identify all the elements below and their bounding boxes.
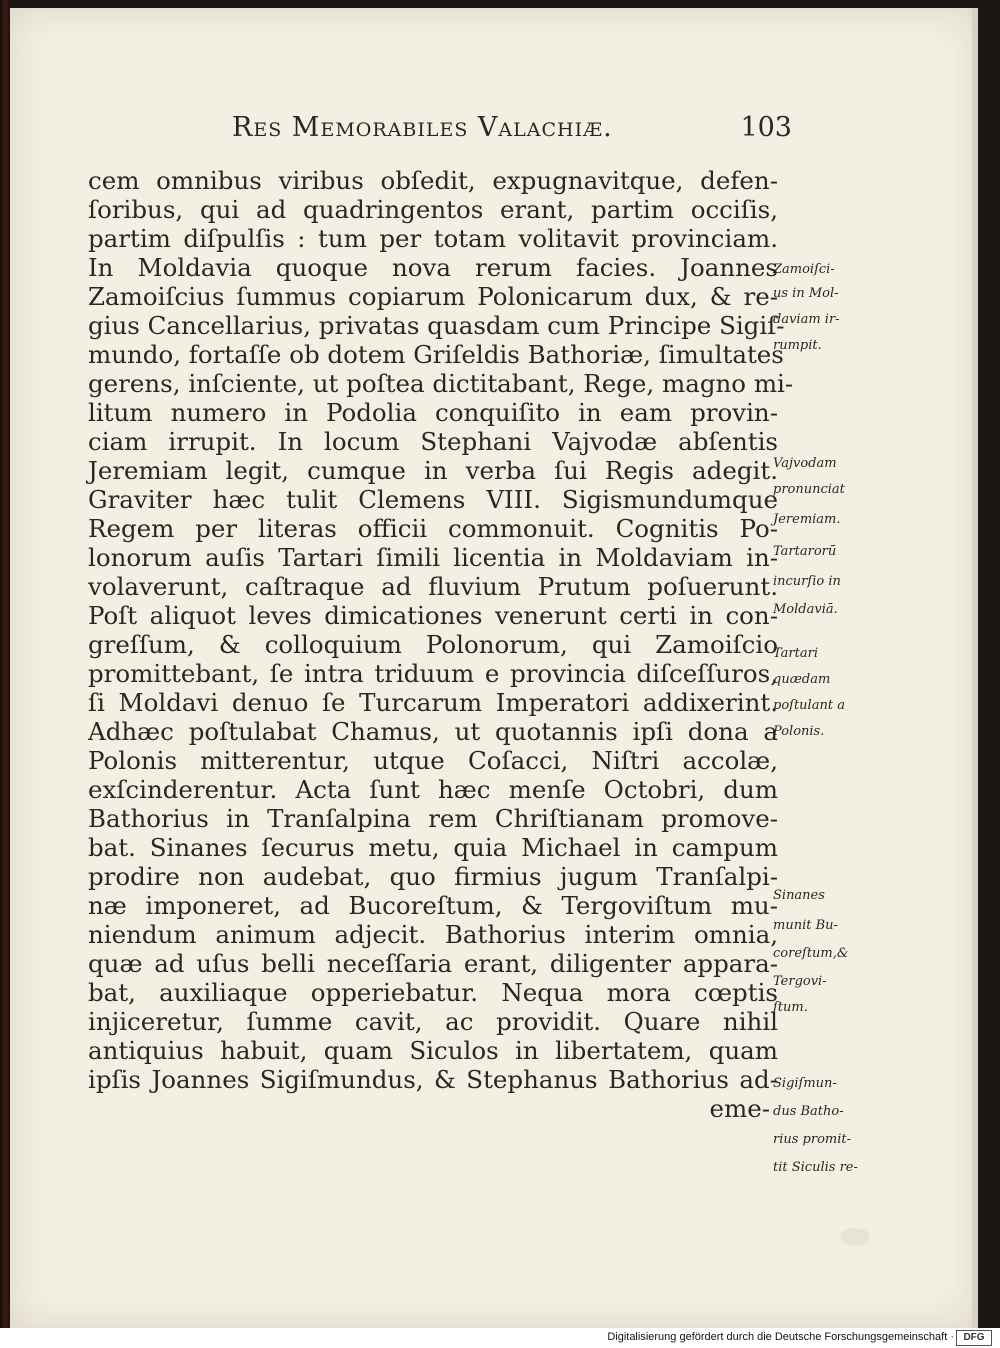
text-line: bat, auxiliaque opperiebatur. Nequa mora cœptis bbox=[88, 978, 778, 1007]
page-number: 103 bbox=[740, 112, 792, 143]
text-line: niendum animum adjecit. Bathorius interim omnia, bbox=[88, 920, 778, 949]
margin-note: dus Batho- bbox=[773, 1104, 844, 1119]
text-line: Polonis mitterentur, utque Coſacci, Niſtri accolæ, bbox=[88, 746, 778, 775]
text-line: ſoribus, qui ad quadringentos erant, partim occiſis, bbox=[88, 195, 778, 224]
text-line: lonorum auſis Tartari ſimili licentia in Moldaviam in- bbox=[88, 543, 778, 572]
margin-note: Moldaviā. bbox=[773, 602, 838, 617]
text-line: gerens, inſciente, ut poſtea dictitabant, Rege, magno mi- bbox=[88, 369, 794, 398]
margin-note: ſtum. bbox=[773, 1000, 808, 1015]
text-line: Jeremiam legit, cumque in verba ſui Regis adegit. bbox=[88, 456, 778, 485]
margin-note: munit Bu- bbox=[773, 918, 838, 933]
page-header bbox=[232, 112, 792, 152]
margin-note: rumpit. bbox=[773, 338, 822, 353]
text-line: prodire non audebat, quo firmius jugum Tranſalpi- bbox=[88, 862, 778, 891]
digitization-footer bbox=[0, 1328, 1000, 1348]
margin-note: Sigiſmun- bbox=[773, 1076, 837, 1091]
margin-note: daviam ir- bbox=[773, 312, 840, 327]
margin-note: incurſio in bbox=[773, 574, 841, 589]
margin-note: quædam bbox=[773, 672, 831, 687]
margin-note: pronunciat bbox=[773, 482, 845, 497]
margin-note: poſtulant a bbox=[773, 698, 845, 713]
book-spine-edge bbox=[0, 0, 10, 1330]
margin-note: Tartari bbox=[773, 646, 818, 661]
dfg-logo: DFG bbox=[956, 1330, 992, 1346]
text-line: bat. Sinanes ſecurus metu, quia Michael in campum bbox=[88, 833, 778, 862]
page-right-edge bbox=[972, 8, 978, 1328]
margin-note: Sinanes bbox=[773, 888, 825, 903]
margin-note: Tartarorū bbox=[773, 544, 837, 559]
text-line: antiquius habuit, quam Siculos in libertatem, quam bbox=[88, 1036, 778, 1065]
margin-note: Jeremiam. bbox=[773, 512, 841, 527]
text-line: ſi Moldavi denuo ſe Turcarum Imperatori addixerint. bbox=[88, 688, 778, 717]
text-line: Poſt aliquot leves dimicationes venerunt certi in con- bbox=[88, 601, 778, 630]
text-line: litum numero in Podolia conquiſito in eam provin- bbox=[88, 398, 778, 427]
margin-note: tit Siculis re- bbox=[773, 1160, 858, 1175]
text-line: injiceretur, ſumme cavit, ac providit. Quare nihil bbox=[88, 1007, 778, 1036]
margin-note: Vajvodam bbox=[773, 456, 837, 471]
text-line: Graviter hæc tulit Clemens VIII. Sigismundumque bbox=[88, 485, 778, 514]
text-line: mundo, fortaſſe ob dotem Griſeldis Bathoriæ, ſimultates bbox=[88, 340, 784, 369]
margin-note: Tergovi- bbox=[773, 974, 827, 989]
text-line: promittebant, ſe intra triduum e provincia diſceſſuros, bbox=[88, 659, 778, 688]
margin-note: coreſtum,& bbox=[773, 946, 849, 961]
catchword: eme- bbox=[709, 1094, 770, 1123]
text-line: Adhæc poſtulabat Chamus, ut quotannis ipſi dona a bbox=[88, 717, 778, 746]
main-text-block bbox=[88, 166, 794, 1123]
funding-credit: Digitalisierung gefördert durch die Deutsche Forschungsgemeinschaft · bbox=[607, 1331, 954, 1343]
text-line: partim diſpulſis : tum per totam volitavit provinciam. bbox=[88, 224, 778, 253]
margin-note: Zamoiſci- bbox=[773, 262, 835, 277]
text-line: In Moldavia quoque nova rerum facies. Joannes bbox=[88, 253, 778, 282]
text-line: Regem per literas officii commonuit. Cognitis Po- bbox=[88, 514, 778, 543]
text-line: Bathorius in Tranſalpina rem Chriſtianam promove- bbox=[88, 804, 778, 833]
margin-note: rius promit- bbox=[773, 1132, 852, 1147]
text-line: gius Cancellarius, privatas quasdam cum Principe Sigiſ- bbox=[88, 311, 785, 340]
text-line: exſcinderentur. Acta ſunt hæc menſe Octobri, dum bbox=[88, 775, 778, 804]
text-line: Zamoiſcius ſummus copiarum Polonicarum dux, & re- bbox=[88, 282, 778, 311]
paper-stain bbox=[840, 1228, 870, 1246]
text-line: næ imponeret, ad Bucoreſtum, & Tergoviſtum mu- bbox=[88, 891, 778, 920]
margin-note: us in Mol- bbox=[773, 286, 839, 301]
text-line: ciam irrupit. In locum Stephani Vajvodæ abſentis bbox=[88, 427, 778, 456]
text-line: cem omnibus viribus obſedit, expugnavitque, defen- bbox=[88, 166, 778, 195]
text-line: greſſum, & colloquium Polonorum, qui Zamoiſcio bbox=[88, 630, 778, 659]
text-line: ipſis Joannes Sigiſmundus, & Stephanus Bathorius ad- bbox=[88, 1065, 778, 1094]
text-line: volaverunt, caſtraque ad fluvium Prutum poſuerunt. bbox=[88, 572, 778, 601]
margin-note: Polonis. bbox=[773, 724, 825, 739]
running-title: Res Memorabiles Valachiæ. bbox=[232, 112, 613, 143]
text-line: quæ ad uſus belli neceſſaria erant, diligenter appara- bbox=[88, 949, 778, 978]
